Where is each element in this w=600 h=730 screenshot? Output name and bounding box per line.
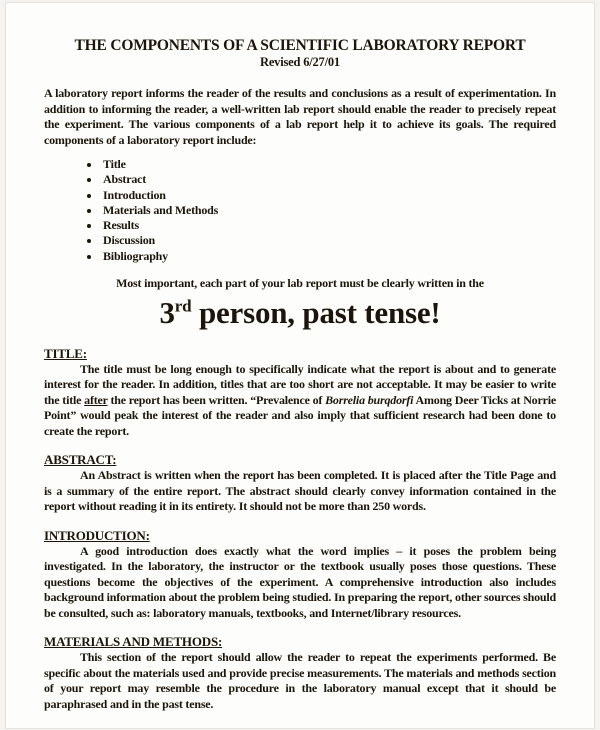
list-item-title: • Title xyxy=(101,157,556,172)
emphasis-big-text xyxy=(44,293,556,333)
intro-paragraph: A laboratory report informs the reader of the results and conclusions as a result of experimentation. In addition to informing the reader, a well-written lab report should enable the reader to precisely repeat the experiment. The various components of a lab report help it to achieve its goals. The required components of a laboratory report include: xyxy=(44,86,556,147)
list-item-materials-and-methods: • Materials and Methods xyxy=(101,203,556,218)
list-item-bibliography: • Bibliography xyxy=(101,249,556,264)
list-item-discussion: • Discussion xyxy=(101,233,556,248)
revision-date: Revised 6/27/01 xyxy=(260,55,340,69)
section-introduction-body: A good introduction does exactly what the word implies – it poses the problem being investigated. In the laboratory, the instructor or the textbook usually poses those questions. These questions become the objectives of the experiment. A comprehensive introduction also includes background information about the problem being studied. In preparing the report, other sources should be consulted, such as: laboratory manuals, textbooks, and Internet/library resources. xyxy=(44,543,556,620)
section-materials-and-methods xyxy=(44,634,556,712)
section-materials-and-methods-heading: MATERIALS AND METHODS: xyxy=(44,634,223,650)
section-title-body: The title must be long enough to specifically indicate what the report is about and to generate interest for the reader. In addition, titles that are too short are not acceptable. It may be easier to write the title after the report has been written. “Prevalence of Borrelia burqdorfi Among Deer Ticks at Norrie Point” would peak the interest of the reader and also imply that sufficient research had been done to create the report. xyxy=(44,361,556,438)
document-title: THE COMPONENTS OF A SCIENTIFIC LABORATORY REPORT xyxy=(74,37,526,54)
document-page xyxy=(5,2,595,729)
list-item-results: • Results xyxy=(101,218,556,233)
section-materials-and-methods-body: This section of the report should allow the reader to repeat the experiments performed. Be specific about the materials used and provide precise measurements. The materials and methods section of your report may resemble the procedure in the laboratory manual except that it should be paraphrased and in the past tense. xyxy=(44,650,556,711)
section-introduction xyxy=(44,528,556,622)
emphasis-lead-line: Most important, each part of your lab report must be clearly written in the xyxy=(116,276,484,291)
document-content xyxy=(6,3,594,712)
components-list xyxy=(44,157,556,264)
big-text-ordinal-suffix: rd xyxy=(174,296,192,316)
section-title-heading: TITLE: xyxy=(44,345,87,361)
section-title xyxy=(44,346,556,440)
section-abstract-body: An Abstract is written when the report has been completed. It is placed after the Title Page and is a summary of the entire report. The abstract should clearly convey information contained in the report without reading it in its entirety. It should not be more than 250 words. xyxy=(44,468,556,514)
big-text-rest: person, past tense! xyxy=(191,294,441,330)
list-item-abstract: • Abstract xyxy=(101,172,556,187)
big-text-number: 3 xyxy=(159,294,175,330)
section-abstract-heading: ABSTRACT: xyxy=(44,452,117,468)
section-introduction-heading: INTRODUCTION: xyxy=(44,527,150,543)
list-item-introduction: • Introduction xyxy=(101,188,556,203)
section-abstract xyxy=(44,452,556,515)
